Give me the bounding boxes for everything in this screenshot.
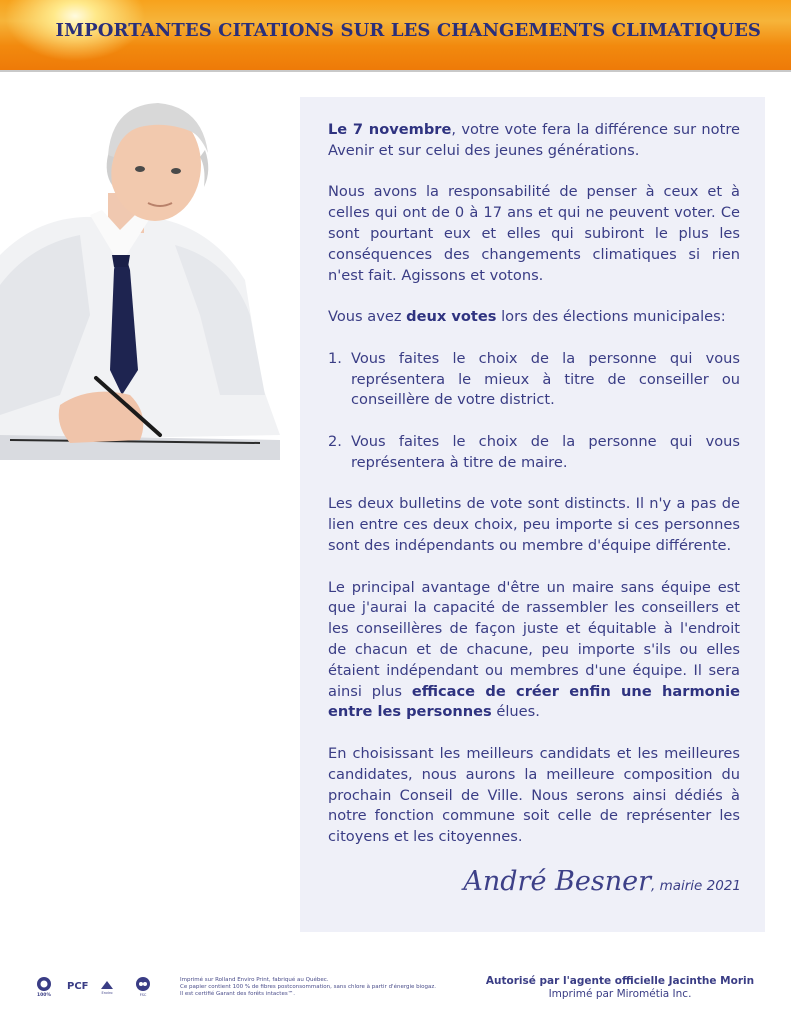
svg-text:FSC: FSC <box>139 993 147 997</box>
banner-title: IMPORTANTES CITATIONS SUR LES CHANGEMENTS CLIMATIQUES <box>55 20 761 41</box>
paragraph-responsibility: Nous avons la responsabilité de penser à ceux et à celles qui ont de 0 à 17 ans et qui ne peuvent voter. Ce sont pourtant eux et elles qui subiront le plus les conséquences des changements climatiques si rien n'est fait. Agissons et votons. <box>328 183 740 284</box>
certification-logos <box>35 975 160 997</box>
message-content <box>328 120 740 869</box>
paragraph-advantage: Le principal avantage d'être un maire sans équipe est que j'aurai la capacité de rassembler les conseillers et les conseillères de façon juste et équitable à l'endroit de chacun et de chacune, peu importe s'ils ou elles étaient indépendant ou membres d'une équipe. Il sera ainsi plus efficace de créer enfin une harmonie entre les personnes élues. <box>328 578 740 721</box>
paragraph-best-candidates: En choisissant les meilleurs candidats et les meilleures candidates, nous aurons la meilleure composition du prochain Conseil de Ville. Nous serons ainsi dédiés à notre fonction commune soit celle de représenter les citoyens et les citoyennes. <box>328 744 740 846</box>
header-banner <box>0 0 791 70</box>
svg-text:Enviro: Enviro <box>101 991 113 995</box>
recycle-100-icon <box>37 977 51 997</box>
paragraph-two-votes: Vous avez deux votes lors des élections municipales: <box>328 308 726 326</box>
signature-name: André Besner <box>463 866 651 897</box>
candidate-photo <box>0 95 280 460</box>
authorized-by: Autorisé par l'agente officielle Jacinthe Morin <box>485 975 755 987</box>
svg-text:100%: 100% <box>37 993 51 997</box>
signature <box>300 866 741 897</box>
signature-role: , mairie 2021 <box>650 878 741 894</box>
paper-certification: Imprimé sur Rolland Enviro Print, fabriqué au Québec. Ce papier contient 100 % de fibres postconsommation, sans chlore à partir d'énergie biogaz. Il est certifié Garant des forêts intactes™. <box>180 977 437 997</box>
election-date: Le 7 novembre <box>328 121 452 138</box>
enviro-logo <box>101 981 113 995</box>
printed-by: Imprimé par Mirométia Inc. <box>548 988 692 1000</box>
authorization-notice <box>480 975 760 1001</box>
fsc-logo <box>136 977 150 997</box>
banner-divider <box>0 70 791 72</box>
paragraph-distinct-ballots: Les deux bulletins de vote sont distincts. Il n'y a pas de lien entre ces deux choix, peu importe si ces personnes sont des indépendants ou membre d'équipe différente. <box>328 495 740 554</box>
vote-list <box>328 349 740 474</box>
list-item: 2. Vous faites le choix de la personne qui vous représentera à titre de maire. <box>328 432 740 471</box>
list-item: 1. Vous faites le choix de la personne qui vous représentera le mieux à titre de conseiller ou conseillère de votre district. <box>328 349 740 409</box>
paragraph-election-date: Le 7 novembre, votre vote fera la différence sur notre Avenir et sur celui des jeunes générations. <box>328 121 740 159</box>
pcf-logo: PCF <box>67 981 89 992</box>
